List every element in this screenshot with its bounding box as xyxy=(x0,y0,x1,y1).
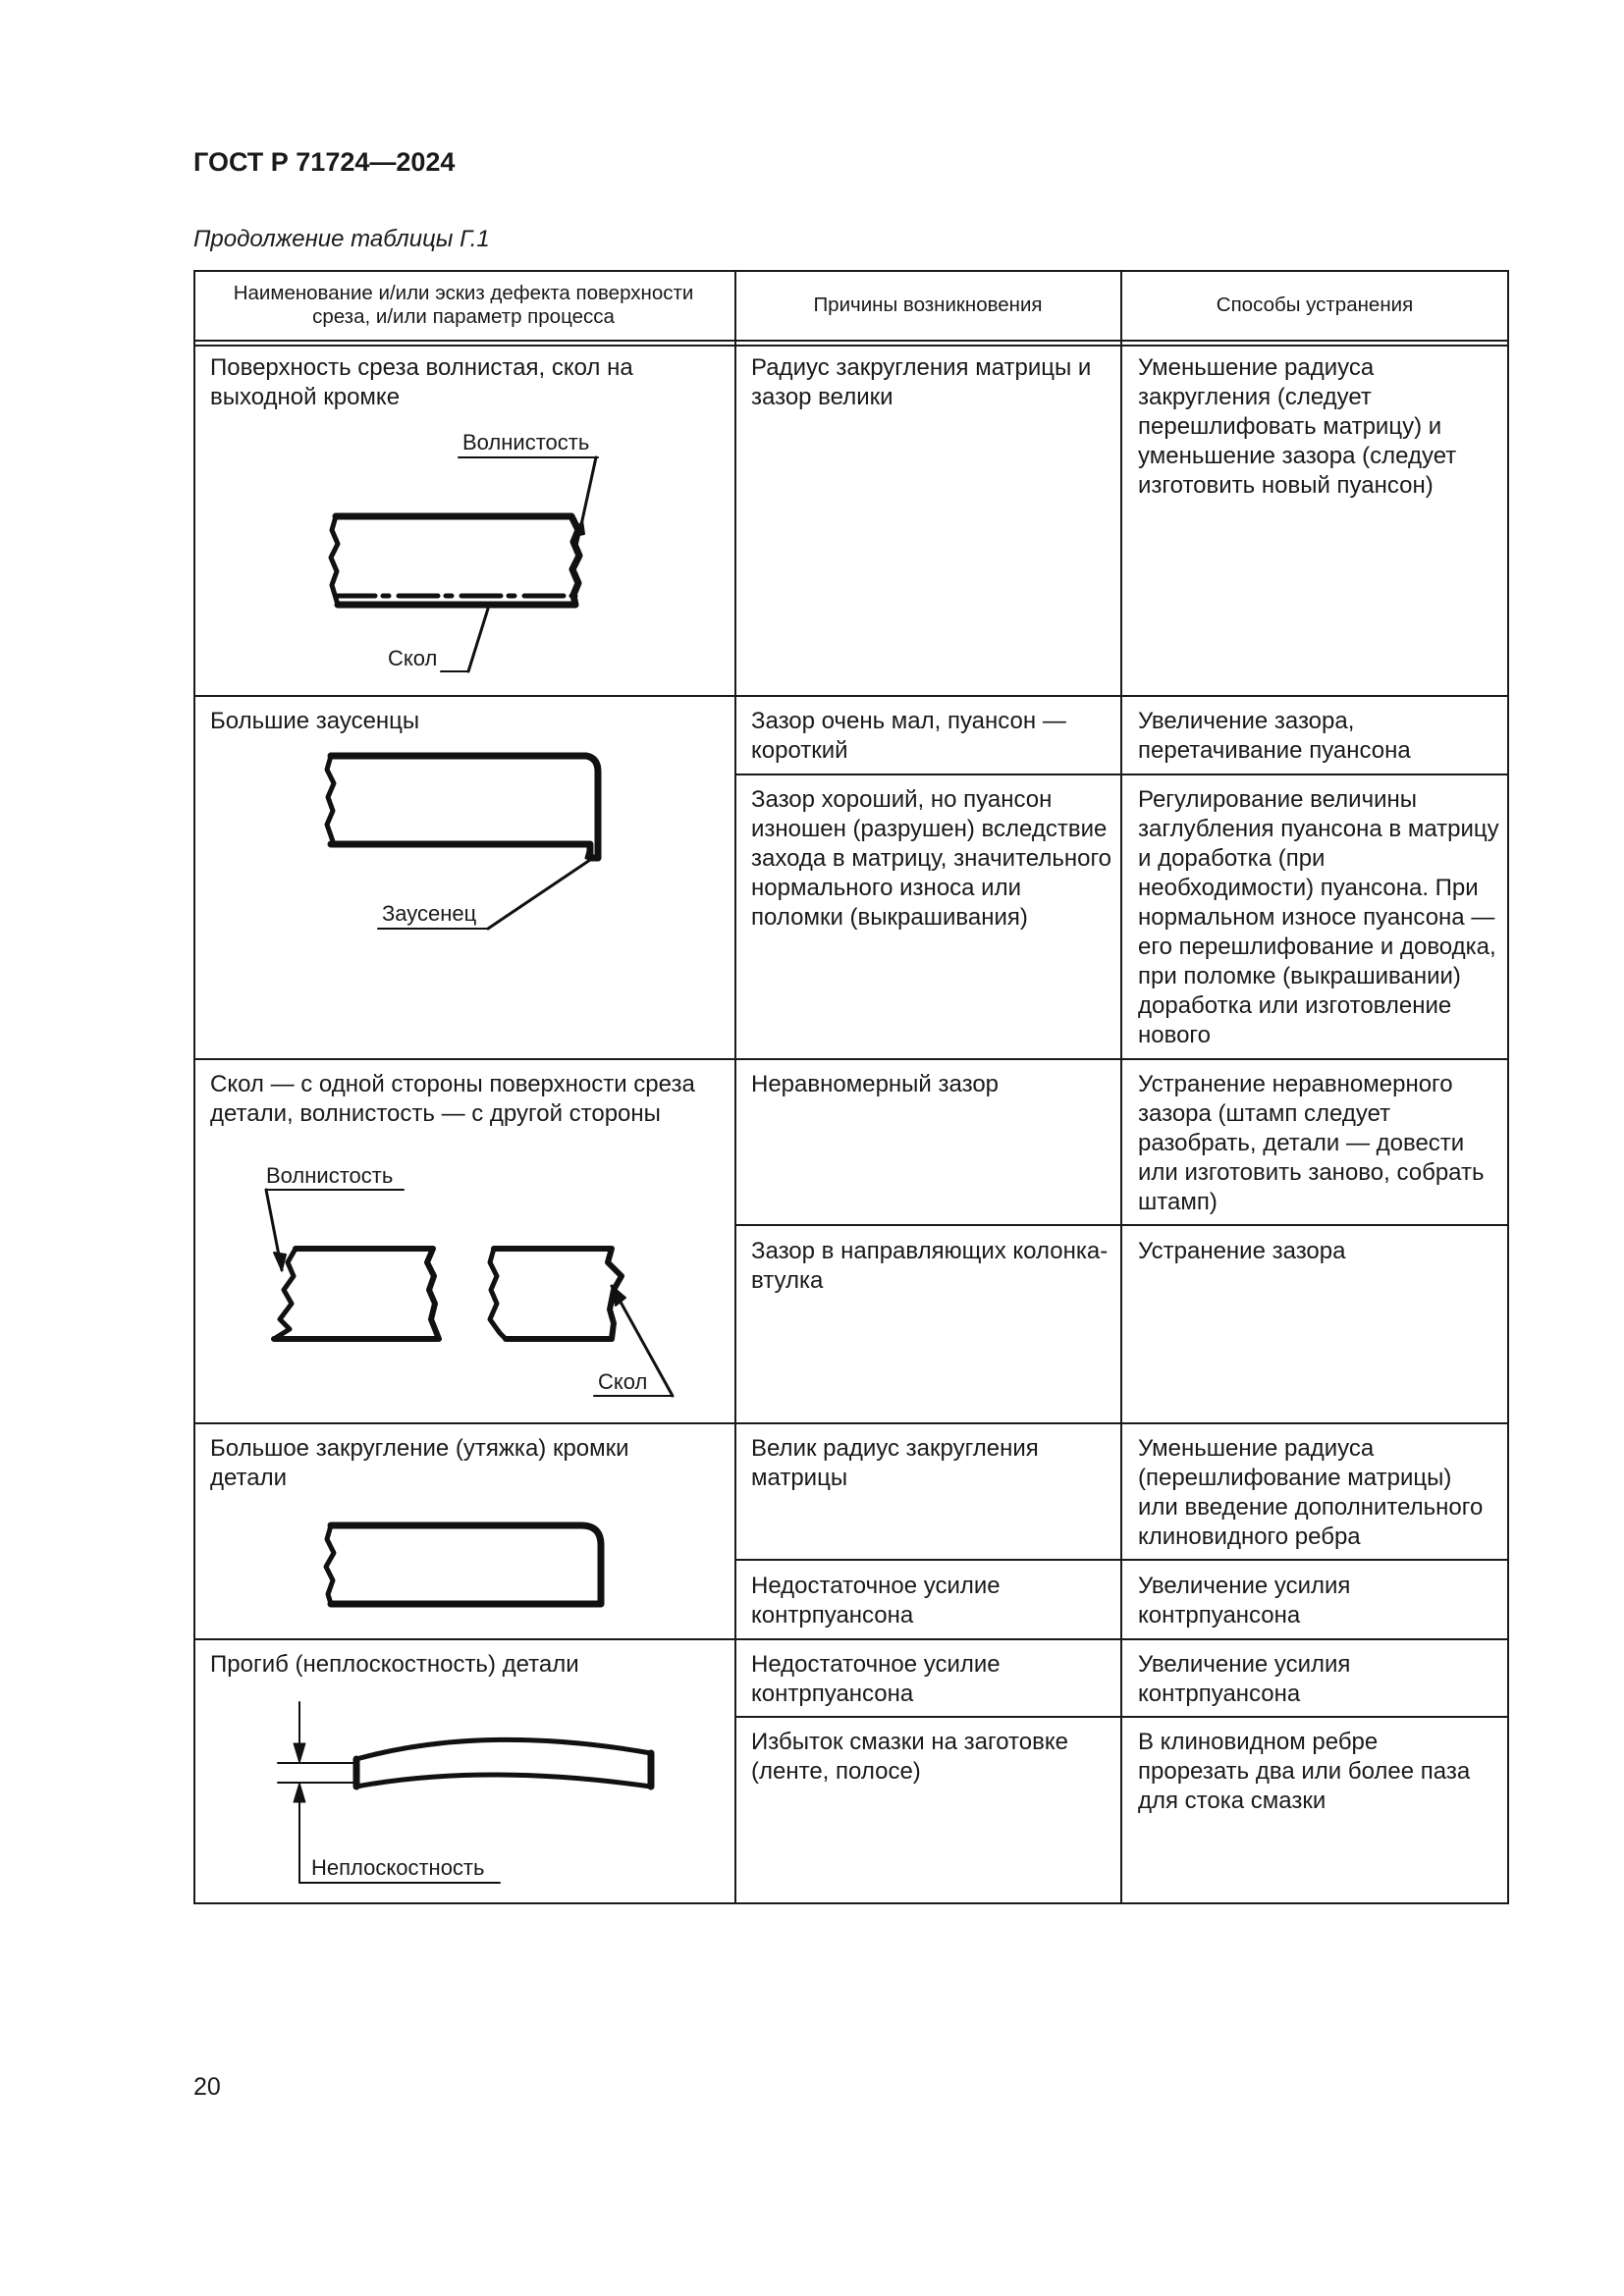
defect-description: Прогиб (неплоскостность) детали xyxy=(210,1651,579,1678)
chip-and-waviness-sketch xyxy=(193,1158,735,1414)
label-waviness: Волнистость xyxy=(462,430,590,454)
label-waviness: Волнистость xyxy=(266,1163,394,1188)
label-non-flatness: Неплоскостность xyxy=(311,1855,485,1880)
cause-text: Зазор очень мал, пуансон — короткий xyxy=(751,708,1066,764)
column-header-defect: Наименование и/или эскиз дефекта поверхности среза, и/или параметр процесса xyxy=(233,282,694,328)
remedy-text: Увеличение зазора, перетачивание пуансона xyxy=(1138,708,1411,764)
label-burr: Заусенец xyxy=(382,901,477,926)
label-chip: Скол xyxy=(388,646,438,670)
remedy-text: В клиновидном ребре прорезать два или более паза для стока смазки xyxy=(1138,1729,1471,1814)
defect-description: Большие заусенцы xyxy=(210,708,420,734)
defect-description: Большое закругление (утяжка) кромки детали xyxy=(210,1435,629,1491)
column-header-remedies: Способы устранения xyxy=(1216,294,1414,316)
remedy-text: Устранение зазора xyxy=(1138,1238,1346,1264)
remedy-text: Уменьшение радиуса закругления (следует перешлифовать матрицу) и уменьшение зазора (следует изготовить новый пуансон) xyxy=(1138,354,1457,499)
cause-text: Недостаточное усилие контрпуансона xyxy=(751,1651,1001,1707)
wavy-surface-sketch xyxy=(193,412,735,697)
remedy-text: Регулирование величины заглубления пуансона в матрицу и доработка (при необходимости) пуансона. При нормальном износе пуансона — его перешлифование и доводка, при поломке (выкрашивании) доработка или изготовление нового xyxy=(1138,786,1499,1048)
label-chip: Скол xyxy=(598,1369,648,1394)
cause-text: Радиус закругления матрицы и зазор велики xyxy=(751,354,1092,410)
remedy-text: Устранение неравномерного зазора (штамп следует разобрать, детали — довести или изготовить заново, собрать штамп) xyxy=(1138,1071,1485,1215)
cause-text: Велик радиус закругления матрицы xyxy=(751,1435,1039,1491)
non-flatness-sketch xyxy=(193,1688,735,1904)
remedy-text: Уменьшение радиуса (перешлифование матрицы) или введение дополнительного клиновидного ребра xyxy=(1138,1435,1484,1550)
defect-description: Поверхность среза волнистая, скол на выходной кромке xyxy=(210,354,633,410)
remedy-text: Увеличение усилия контрпуансона xyxy=(1138,1573,1351,1629)
remedy-text: Увеличение усилия контрпуансона xyxy=(1138,1651,1351,1707)
edge-rounding-sketch xyxy=(193,1512,735,1629)
cause-text: Неравномерный зазор xyxy=(751,1071,1000,1097)
defect-description: Скол — с одной стороны поверхности среза детали, волнистость — с другой стороны xyxy=(210,1071,695,1127)
page-number: 20 xyxy=(193,2073,221,2101)
cause-text: Зазор хороший, но пуансон изношен (разрушен) вследствие захода в матрицу, значительного нормального износа или поломки (выкрашивания) xyxy=(751,786,1112,931)
cause-text: Недостаточное усилие контрпуансона xyxy=(751,1573,1001,1629)
document-code: ГОСТ Р 71724—2024 xyxy=(193,147,456,177)
column-header-causes: Причины возникновения xyxy=(813,294,1043,316)
cause-text: Зазор в направляющих колонка-втулка xyxy=(751,1238,1109,1294)
cause-text: Избыток смазки на заготовке (ленте, полосе) xyxy=(751,1729,1068,1785)
burr-sketch xyxy=(193,746,735,942)
table-caption: Продолжение таблицы Г.1 xyxy=(193,226,490,252)
